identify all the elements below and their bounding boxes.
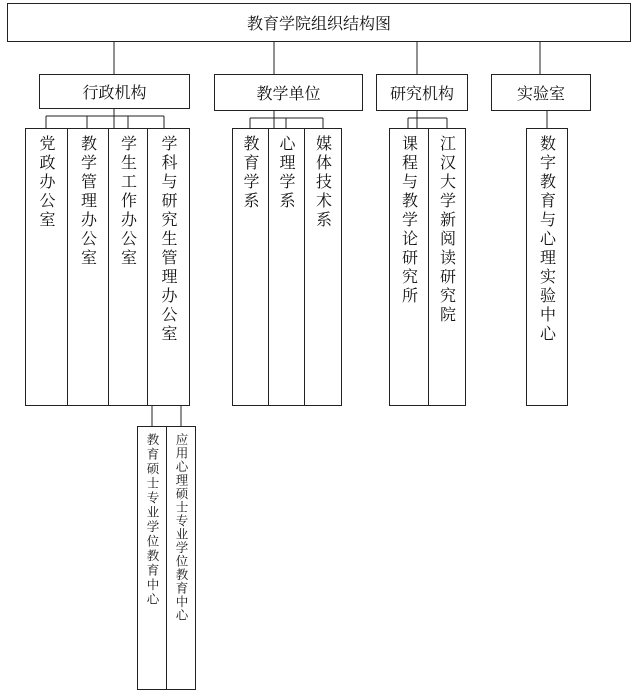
admin-unit-label: 学科与研究生管理办公室	[159, 135, 178, 344]
degree-center-label: 应用心理硕士专业学位教育中心	[174, 433, 189, 622]
dept-admin-box	[39, 74, 190, 109]
dept-teaching-box	[214, 74, 363, 111]
teaching-unit-box	[268, 128, 305, 406]
org-chart-title-box	[7, 3, 631, 42]
admin-unit-box	[25, 128, 68, 406]
dept-research-box	[376, 74, 468, 111]
degree-center-label: 教育硕士专业学位教育中心	[145, 433, 160, 607]
admin-unit-box	[67, 128, 109, 406]
lab-unit-box	[526, 128, 568, 406]
admin-unit-label: 学生工作办公室	[118, 135, 138, 268]
degree-center-box	[166, 426, 196, 690]
teaching-unit-label: 媒体技术系	[313, 135, 333, 230]
teaching-unit-label: 心理学系	[277, 135, 296, 211]
teaching-unit-box	[232, 128, 269, 406]
research-unit-label: 江汉大学新阅读研究院	[437, 135, 457, 325]
lab-unit-label: 数字教育与心理实验中心	[537, 135, 557, 344]
dept-admin-label: 行政机构	[82, 83, 147, 102]
admin-unit-box	[147, 128, 190, 406]
research-unit-label: 课程与教学论研究所	[399, 135, 419, 306]
admin-unit-label: 党政办公室	[37, 135, 56, 230]
research-unit-box	[389, 128, 429, 406]
dept-research-label: 研究机构	[389, 84, 454, 103]
admin-unit-label: 教学管理办公室	[78, 135, 98, 268]
dept-lab-box	[491, 74, 591, 111]
degree-center-box	[137, 426, 167, 690]
dept-teaching-label: 教学单位	[256, 84, 321, 103]
dept-lab-label: 实验室	[516, 84, 565, 103]
research-unit-box	[428, 128, 466, 406]
org-chart-title: 教育学院组织结构图	[246, 14, 391, 33]
admin-unit-box	[108, 128, 148, 406]
teaching-unit-label: 教育学系	[241, 135, 260, 211]
teaching-unit-box	[304, 128, 342, 406]
